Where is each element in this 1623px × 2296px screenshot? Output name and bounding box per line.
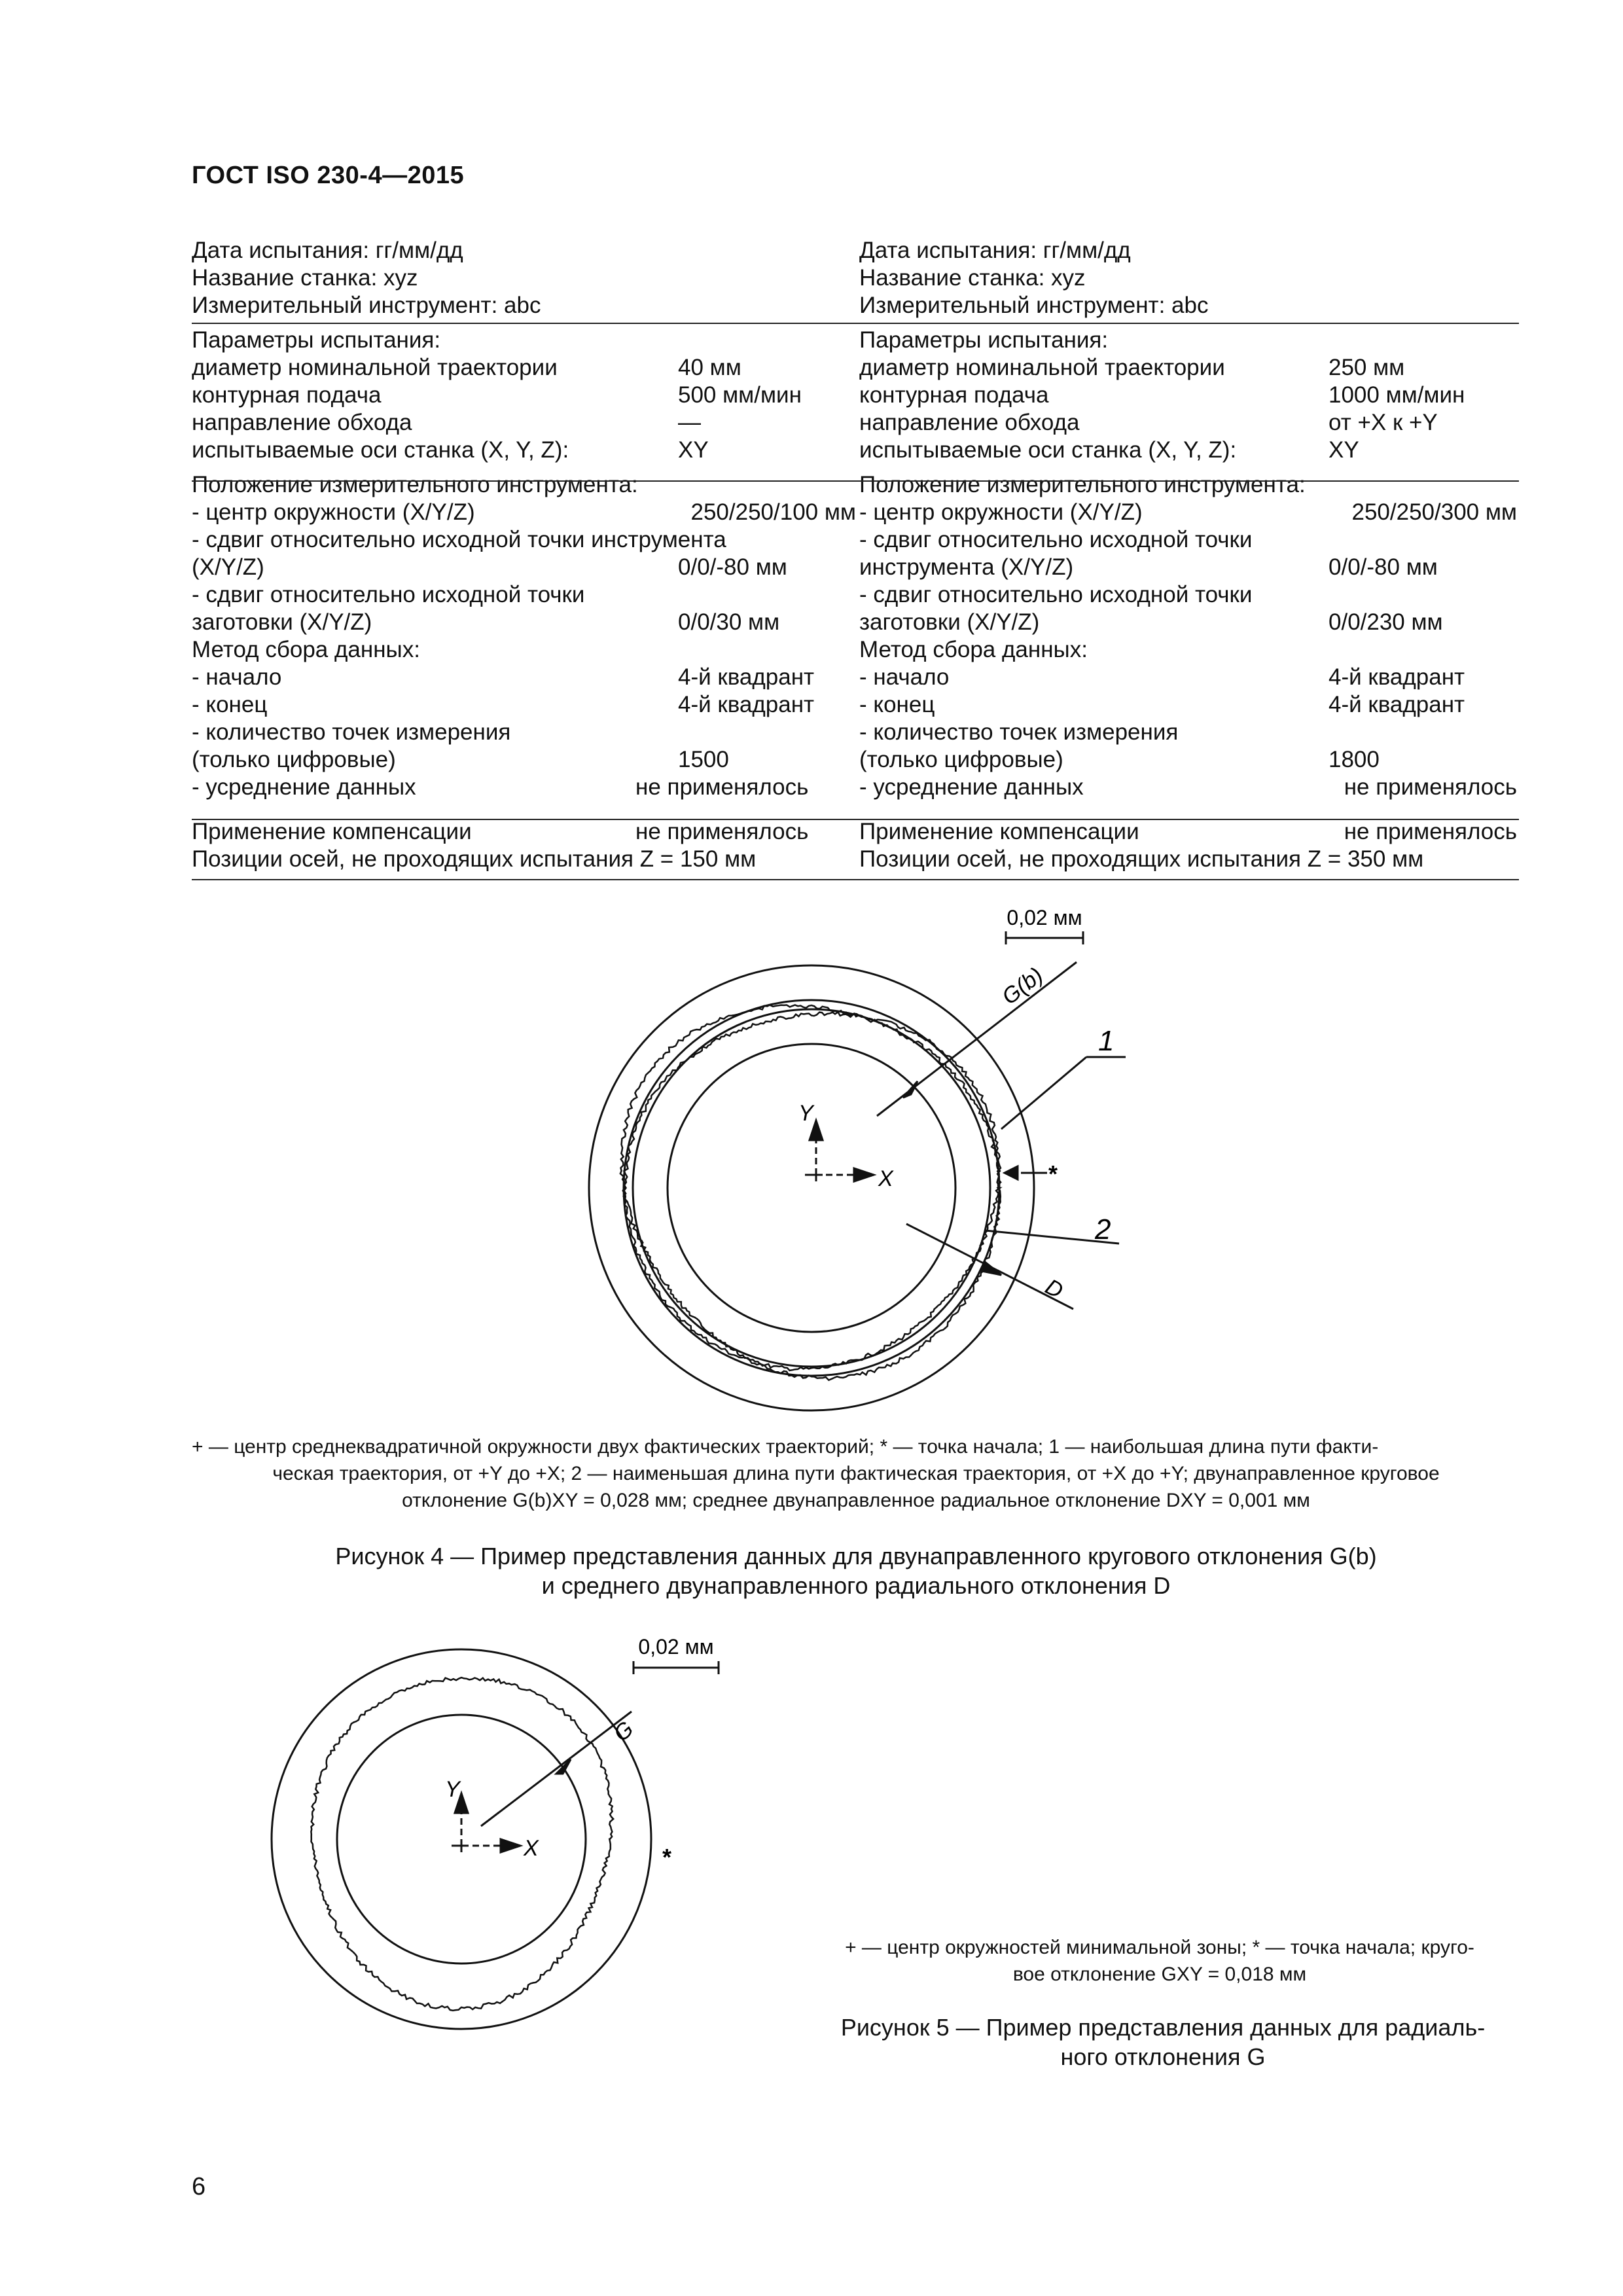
work-offset-label: заготовки (X/Y/Z): [859, 609, 1040, 635]
points-label: (только цифровые): [859, 747, 1063, 772]
center-label: - центр окружности (X/Y/Z): [859, 499, 1143, 525]
table-rule: [192, 879, 1519, 880]
end-value: 4-й квадрант: [1329, 692, 1465, 717]
figure-title-line: Рисунок 4 — Пример представления данных для двунаправленного кругового отклонения G(b): [335, 1543, 1377, 1570]
figure5-start-marker: *: [662, 1844, 672, 1871]
averaging-label: - усреднение данных: [192, 774, 416, 800]
center-label: - центр окружности (X/Y/Z): [192, 499, 475, 525]
end-label: - конец: [859, 692, 935, 717]
machine-name: Название станка: xyz: [192, 265, 418, 291]
figure4-diagram: [0, 897, 1623, 1433]
param-label: испытываемые оси станка (X, Y, Z):: [192, 437, 569, 463]
start-label: - начало: [192, 664, 282, 690]
param-value: XY: [678, 437, 709, 463]
figure5-scale-bar: [633, 1661, 719, 1674]
position-title: Положение измерительного инструмента:: [192, 472, 638, 497]
figure4-gb-label: G(b): [997, 962, 1048, 1010]
position-title: Положение измерительного инструмента:: [859, 472, 1306, 497]
figure4-caption: [192, 1433, 1520, 1514]
param-label: диаметр номинальной траектории: [859, 355, 1225, 380]
table-rule: [192, 323, 1519, 324]
caption-line: + — центр окружностей минимальной зоны; * — точка начала; круго-: [845, 1937, 1474, 1958]
figure4-axis-y-label: Y: [798, 1101, 813, 1126]
figure-title-line: ного отклонения G: [1060, 2043, 1266, 2070]
param-value: 1000 мм/мин: [1329, 382, 1465, 408]
figure5-caption: [806, 1934, 1513, 1988]
start-label: - начало: [859, 664, 950, 690]
tool-offset-label: - сдвиг относительно исходной точки: [859, 527, 1253, 552]
start-value: 4-й квадрант: [678, 664, 815, 690]
end-value: 4-й квадрант: [678, 692, 815, 717]
param-value: от +X к +Y: [1329, 410, 1438, 435]
figure4-outer-circle: [589, 965, 1034, 1410]
figure5-title: [806, 2013, 1520, 2072]
tool-offset-label: - сдвиг относительно исходной точки инструмента: [192, 527, 726, 552]
caption-line: ческая траектория, от +Y до +X; 2 — наименьшая длина пути фактическая траектория, от +X до +Y; двунаправленное круговое: [272, 1463, 1440, 1484]
figure4-axes: [805, 1121, 874, 1181]
tool-offset-value: 0/0/-80 мм: [1329, 554, 1438, 580]
figure4-reference-circle: [633, 1009, 990, 1367]
param-label: испытываемые оси станка (X, Y, Z):: [859, 437, 1237, 463]
figure4-title: [192, 1541, 1520, 1600]
params-title: Параметры испытания:: [859, 327, 1109, 353]
end-label: - конец: [192, 692, 268, 717]
figure4-trace-2: [624, 1012, 1001, 1371]
start-value: 4-й квадрант: [1329, 664, 1465, 690]
work-offset-value: 0/0/30 мм: [678, 609, 780, 635]
figure-title-line: Рисунок 5 — Пример представления данных для радиаль-: [840, 2014, 1486, 2041]
param-label: контурная подача: [192, 382, 382, 408]
machine-name: Название станка: xyz: [859, 265, 1086, 291]
param-label: направление обхода: [192, 410, 412, 435]
figure5-axis-x-label: X: [524, 1836, 539, 1861]
caption-line: отклонение G(b)XY = 0,028 мм; среднее двунаправленное радиальное отклонение DXY = 0,001 мм: [402, 1490, 1310, 1511]
page-number: 6: [192, 2173, 206, 2200]
method-title: Метод сбора данных:: [859, 637, 1088, 662]
figure4-trace-1: [620, 1005, 1001, 1380]
param-value: 40 мм: [678, 355, 741, 380]
figure4-label-1: 1: [1098, 1025, 1115, 1057]
figure4-d-label: D: [1041, 1274, 1067, 1304]
work-offset-value: 0/0/230 мм: [1329, 609, 1443, 635]
params-title: Параметры испытания:: [192, 327, 441, 353]
center-value: 250/250/300 мм: [1351, 499, 1517, 525]
figure4-scale-label: 0,02 мм: [1007, 906, 1082, 929]
points-value: 1800: [1329, 747, 1380, 772]
figure4-label-2: 2: [1095, 1213, 1111, 1246]
figure5-g-label: G: [609, 1716, 639, 1747]
param-label: диаметр номинальной траектории: [192, 355, 558, 380]
param-value: 250 мм: [1329, 355, 1405, 380]
work-offset-label: заготовки (X/Y/Z): [192, 609, 372, 635]
param-value: XY: [1329, 437, 1359, 463]
work-offset-label: - сдвиг относительно исходной точки: [859, 582, 1253, 607]
left-test-parameters: [192, 237, 856, 873]
test-date: Дата испытания: гг/мм/дд: [192, 238, 463, 263]
table-rule: [192, 480, 1519, 482]
tool-offset-label: инструмента (X/Y/Z): [859, 554, 1074, 580]
param-value: —: [678, 410, 701, 435]
figure4-start-arrow: [1005, 1166, 1047, 1179]
figure4-scale-bar: [1006, 931, 1083, 944]
figure4-label1-leader: [1001, 1057, 1126, 1129]
center-value: 250/250/100 мм: [690, 499, 856, 525]
untested-axes: Позиции осей, не проходящих испытания Z = 150 мм: [192, 846, 757, 872]
figure4-start-marker: *: [1048, 1160, 1058, 1187]
caption-line: + — центр среднеквадратичной окружности двух фактических траекторий; * — точка начала; 1 — наибольшая длина пути факти-: [192, 1436, 1379, 1458]
points-value: 1500: [678, 747, 729, 772]
work-offset-label: - сдвиг относительно исходной точки: [192, 582, 585, 607]
measuring-instrument: Измерительный инструмент: abc: [192, 293, 541, 318]
compensation-label: Применение компенсации: [859, 819, 1139, 844]
untested-axes: Позиции осей, не проходящих испытания Z = 350 мм: [859, 846, 1424, 872]
document-header: ГОСТ ISO 230-4—2015: [192, 162, 465, 189]
caption-line: вое отклонение GXY = 0,018 мм: [1012, 1964, 1307, 1985]
tool-offset-value: 0/0/-80 мм: [678, 554, 787, 580]
figure5-diagram: [0, 1630, 785, 2127]
tool-offset-label: (X/Y/Z): [192, 554, 264, 580]
table-rule: [192, 819, 1519, 820]
param-label: контурная подача: [859, 382, 1049, 408]
points-label: - количество точек измерения: [859, 719, 1179, 745]
method-title: Метод сбора данных:: [192, 637, 420, 662]
points-label: (только цифровые): [192, 747, 396, 772]
compensation-label: Применение компенсации: [192, 819, 472, 844]
param-label: направление обхода: [859, 410, 1080, 435]
averaging-value: не применялось: [635, 774, 809, 800]
test-date: Дата испытания: гг/мм/дд: [859, 238, 1131, 263]
figure5-scale-label: 0,02 мм: [638, 1635, 714, 1659]
measuring-instrument: Измерительный инструмент: abc: [859, 293, 1209, 318]
averaging-value: не применялось: [1344, 774, 1517, 800]
param-value: 500 мм/мин: [678, 382, 802, 408]
compensation-value: не применялось: [1344, 819, 1517, 844]
figure5-axis-y-label: Y: [445, 1777, 460, 1802]
compensation-value: не применялось: [635, 819, 809, 844]
figure-title-line: и среднего двунаправленного радиального отклонения D: [541, 1572, 1171, 1599]
right-test-parameters: [859, 237, 1524, 873]
points-label: - количество точек измерения: [192, 719, 511, 745]
averaging-label: - усреднение данных: [859, 774, 1084, 800]
figure4-axis-x-label: X: [878, 1166, 893, 1191]
